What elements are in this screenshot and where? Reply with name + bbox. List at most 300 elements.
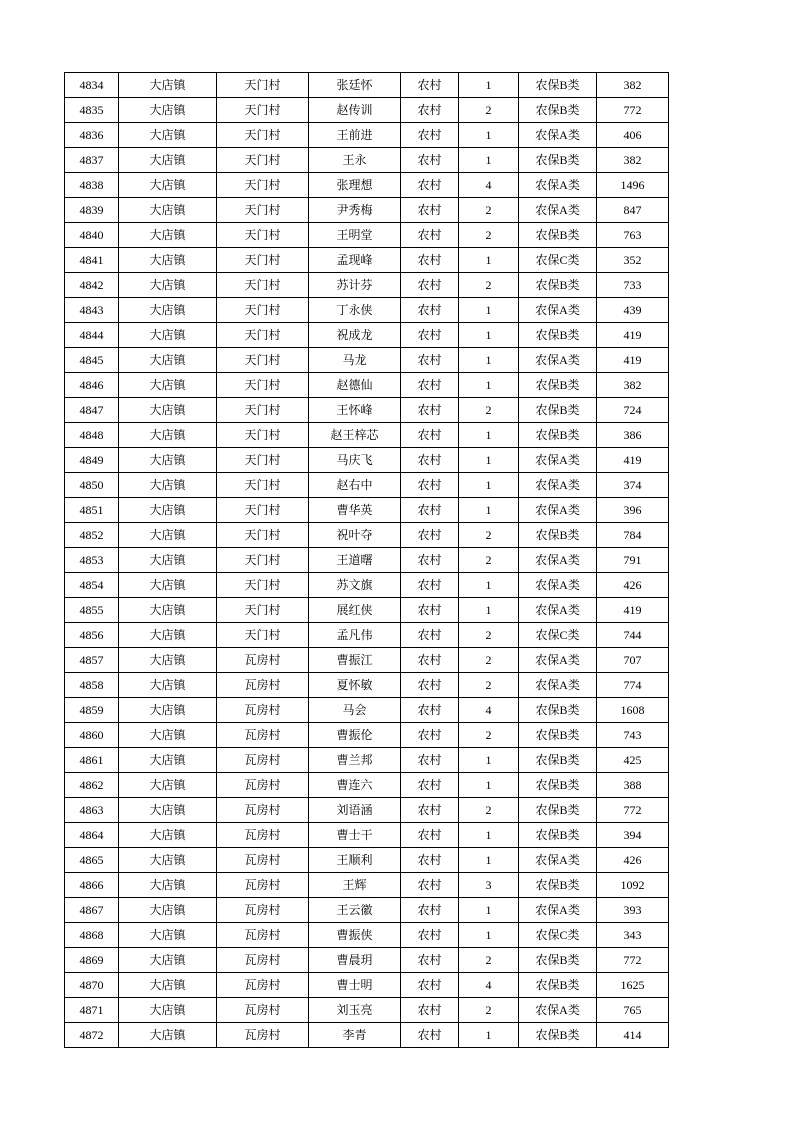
name-cell: 曹振伦: [309, 723, 401, 748]
insurance-category-cell: 农保B类: [519, 748, 597, 773]
village-cell: 天门村: [217, 98, 309, 123]
name-cell: 马龙: [309, 348, 401, 373]
insurance-category-cell: 农保B类: [519, 723, 597, 748]
amount-cell: 733: [597, 273, 669, 298]
table-row: [65, 373, 669, 398]
table-row: [65, 673, 669, 698]
village-cell: 天门村: [217, 598, 309, 623]
village-cell: 天门村: [217, 248, 309, 273]
amount-cell: 414: [597, 1023, 669, 1048]
insurance-category-cell: 农保B类: [519, 148, 597, 173]
serial-number-cell: 4868: [65, 923, 119, 948]
person-count-cell: 1: [459, 1023, 519, 1048]
table-row: [65, 448, 669, 473]
person-count-cell: 2: [459, 673, 519, 698]
village-cell: 天门村: [217, 623, 309, 648]
amount-cell: 439: [597, 298, 669, 323]
amount-cell: 772: [597, 98, 669, 123]
village-cell: 瓦房村: [217, 848, 309, 873]
person-count-cell: 2: [459, 648, 519, 673]
residence-type-cell: 农村: [401, 648, 459, 673]
residence-type-cell: 农村: [401, 1023, 459, 1048]
residence-type-cell: 农村: [401, 423, 459, 448]
town-cell: 大店镇: [119, 548, 217, 573]
village-cell: 瓦房村: [217, 923, 309, 948]
serial-number-cell: 4845: [65, 348, 119, 373]
serial-number-cell: 4869: [65, 948, 119, 973]
town-cell: 大店镇: [119, 448, 217, 473]
town-cell: 大店镇: [119, 323, 217, 348]
village-cell: 天门村: [217, 198, 309, 223]
table-row: [65, 873, 669, 898]
town-cell: 大店镇: [119, 598, 217, 623]
residence-type-cell: 农村: [401, 448, 459, 473]
insurance-category-cell: 农保B类: [519, 373, 597, 398]
amount-cell: 352: [597, 248, 669, 273]
person-count-cell: 2: [459, 198, 519, 223]
residence-type-cell: 农村: [401, 273, 459, 298]
serial-number-cell: 4860: [65, 723, 119, 748]
person-count-cell: 2: [459, 398, 519, 423]
insurance-category-cell: 农保B类: [519, 523, 597, 548]
person-count-cell: 2: [459, 948, 519, 973]
residence-type-cell: 农村: [401, 698, 459, 723]
insurance-category-cell: 农保C类: [519, 923, 597, 948]
town-cell: 大店镇: [119, 123, 217, 148]
residence-type-cell: 农村: [401, 473, 459, 498]
amount-cell: 388: [597, 773, 669, 798]
insurance-category-cell: 农保B类: [519, 1023, 597, 1048]
insurance-category-cell: 农保A类: [519, 848, 597, 873]
residence-type-cell: 农村: [401, 548, 459, 573]
amount-cell: 772: [597, 798, 669, 823]
village-cell: 天门村: [217, 573, 309, 598]
village-cell: 天门村: [217, 298, 309, 323]
town-cell: 大店镇: [119, 873, 217, 898]
residence-type-cell: 农村: [401, 198, 459, 223]
residence-type-cell: 农村: [401, 148, 459, 173]
amount-cell: 774: [597, 673, 669, 698]
table-row: [65, 798, 669, 823]
table-row: [65, 973, 669, 998]
serial-number-cell: 4834: [65, 73, 119, 98]
town-cell: 大店镇: [119, 73, 217, 98]
amount-cell: 763: [597, 223, 669, 248]
serial-number-cell: 4841: [65, 248, 119, 273]
table-row: [65, 723, 669, 748]
table-row: [65, 948, 669, 973]
person-count-cell: 1: [459, 598, 519, 623]
insurance-category-cell: 农保B类: [519, 773, 597, 798]
name-cell: 祝叶夺: [309, 523, 401, 548]
person-count-cell: 1: [459, 348, 519, 373]
amount-cell: 425: [597, 748, 669, 773]
insurance-category-cell: 农保A类: [519, 548, 597, 573]
village-cell: 瓦房村: [217, 673, 309, 698]
name-cell: 曹士干: [309, 823, 401, 848]
table-row: [65, 123, 669, 148]
town-cell: 大店镇: [119, 823, 217, 848]
residence-type-cell: 农村: [401, 573, 459, 598]
table-row: [65, 148, 669, 173]
village-cell: 天门村: [217, 473, 309, 498]
table-row: [65, 498, 669, 523]
serial-number-cell: 4870: [65, 973, 119, 998]
village-cell: 天门村: [217, 173, 309, 198]
town-cell: 大店镇: [119, 173, 217, 198]
table-row: [65, 423, 669, 448]
person-count-cell: 1: [459, 298, 519, 323]
residence-type-cell: 农村: [401, 673, 459, 698]
amount-cell: 394: [597, 823, 669, 848]
table-row: [65, 598, 669, 623]
name-cell: 曹振侠: [309, 923, 401, 948]
serial-number-cell: 4837: [65, 148, 119, 173]
residence-type-cell: 农村: [401, 373, 459, 398]
serial-number-cell: 4852: [65, 523, 119, 548]
serial-number-cell: 4866: [65, 873, 119, 898]
person-count-cell: 2: [459, 98, 519, 123]
village-cell: 天门村: [217, 448, 309, 473]
table-row: [65, 1023, 669, 1048]
serial-number-cell: 4863: [65, 798, 119, 823]
name-cell: 刘语涵: [309, 798, 401, 823]
amount-cell: 772: [597, 948, 669, 973]
village-cell: 天门村: [217, 373, 309, 398]
person-count-cell: 1: [459, 423, 519, 448]
village-cell: 瓦房村: [217, 873, 309, 898]
serial-number-cell: 4867: [65, 898, 119, 923]
table-row: [65, 848, 669, 873]
name-cell: 王顺利: [309, 848, 401, 873]
name-cell: 曹华英: [309, 498, 401, 523]
insurance-category-cell: 农保A类: [519, 348, 597, 373]
table-row: [65, 323, 669, 348]
amount-cell: 1625: [597, 973, 669, 998]
table-row: [65, 523, 669, 548]
residence-type-cell: 农村: [401, 798, 459, 823]
table-row: [65, 198, 669, 223]
table-row: [65, 473, 669, 498]
village-cell: 瓦房村: [217, 898, 309, 923]
person-count-cell: 2: [459, 523, 519, 548]
table-row: [65, 548, 669, 573]
name-cell: 马会: [309, 698, 401, 723]
name-cell: 王云徽: [309, 898, 401, 923]
serial-number-cell: 4839: [65, 198, 119, 223]
amount-cell: 419: [597, 348, 669, 373]
village-cell: 天门村: [217, 498, 309, 523]
serial-number-cell: 4851: [65, 498, 119, 523]
village-cell: 天门村: [217, 548, 309, 573]
town-cell: 大店镇: [119, 573, 217, 598]
village-cell: 天门村: [217, 73, 309, 98]
insurance-category-cell: 农保B类: [519, 398, 597, 423]
amount-cell: 374: [597, 473, 669, 498]
residence-type-cell: 农村: [401, 623, 459, 648]
village-cell: 瓦房村: [217, 998, 309, 1023]
serial-number-cell: 4850: [65, 473, 119, 498]
person-count-cell: 2: [459, 723, 519, 748]
amount-cell: 791: [597, 548, 669, 573]
amount-cell: 724: [597, 398, 669, 423]
person-count-cell: 1: [459, 573, 519, 598]
person-count-cell: 2: [459, 223, 519, 248]
person-count-cell: 1: [459, 823, 519, 848]
residence-type-cell: 农村: [401, 98, 459, 123]
amount-cell: 386: [597, 423, 669, 448]
residence-type-cell: 农村: [401, 123, 459, 148]
person-count-cell: 1: [459, 848, 519, 873]
town-cell: 大店镇: [119, 848, 217, 873]
village-cell: 天门村: [217, 223, 309, 248]
town-cell: 大店镇: [119, 223, 217, 248]
table-row: [65, 698, 669, 723]
serial-number-cell: 4842: [65, 273, 119, 298]
residence-type-cell: 农村: [401, 998, 459, 1023]
town-cell: 大店镇: [119, 798, 217, 823]
person-count-cell: 1: [459, 898, 519, 923]
name-cell: 孟凡伟: [309, 623, 401, 648]
insurance-category-cell: 农保B类: [519, 223, 597, 248]
residence-type-cell: 农村: [401, 323, 459, 348]
serial-number-cell: 4843: [65, 298, 119, 323]
residence-type-cell: 农村: [401, 248, 459, 273]
town-cell: 大店镇: [119, 523, 217, 548]
town-cell: 大店镇: [119, 148, 217, 173]
residence-type-cell: 农村: [401, 298, 459, 323]
village-cell: 天门村: [217, 398, 309, 423]
table-row: [65, 73, 669, 98]
insurance-category-cell: 农保C类: [519, 248, 597, 273]
insurance-category-cell: 农保B类: [519, 798, 597, 823]
amount-cell: 382: [597, 373, 669, 398]
village-cell: 瓦房村: [217, 948, 309, 973]
town-cell: 大店镇: [119, 348, 217, 373]
name-cell: 苏计芬: [309, 273, 401, 298]
amount-cell: 847: [597, 198, 669, 223]
serial-number-cell: 4872: [65, 1023, 119, 1048]
insurance-category-cell: 农保A类: [519, 648, 597, 673]
person-count-cell: 1: [459, 498, 519, 523]
name-cell: 王怀峰: [309, 398, 401, 423]
person-count-cell: 2: [459, 998, 519, 1023]
name-cell: 王辉: [309, 873, 401, 898]
person-count-cell: 1: [459, 473, 519, 498]
residence-type-cell: 农村: [401, 598, 459, 623]
name-cell: 赵德仙: [309, 373, 401, 398]
name-cell: 王明堂: [309, 223, 401, 248]
insurance-category-cell: 农保A类: [519, 123, 597, 148]
insurance-category-cell: 农保B类: [519, 698, 597, 723]
serial-number-cell: 4871: [65, 998, 119, 1023]
name-cell: 李青: [309, 1023, 401, 1048]
town-cell: 大店镇: [119, 248, 217, 273]
town-cell: 大店镇: [119, 473, 217, 498]
insurance-category-cell: 农保A类: [519, 298, 597, 323]
village-cell: 瓦房村: [217, 748, 309, 773]
residence-type-cell: 农村: [401, 223, 459, 248]
insurance-category-cell: 农保B类: [519, 948, 597, 973]
insurance-category-cell: 农保B类: [519, 973, 597, 998]
residence-type-cell: 农村: [401, 523, 459, 548]
table-row: [65, 273, 669, 298]
person-count-cell: 4: [459, 173, 519, 198]
table-row: [65, 98, 669, 123]
name-cell: 王道曙: [309, 548, 401, 573]
serial-number-cell: 4855: [65, 598, 119, 623]
table-row: [65, 573, 669, 598]
amount-cell: 419: [597, 323, 669, 348]
residence-type-cell: 农村: [401, 923, 459, 948]
residence-type-cell: 农村: [401, 948, 459, 973]
town-cell: 大店镇: [119, 648, 217, 673]
town-cell: 大店镇: [119, 923, 217, 948]
residence-type-cell: 农村: [401, 173, 459, 198]
serial-number-cell: 4859: [65, 698, 119, 723]
table-row: [65, 223, 669, 248]
person-count-cell: 1: [459, 773, 519, 798]
serial-number-cell: 4848: [65, 423, 119, 448]
name-cell: 张廷怀: [309, 73, 401, 98]
town-cell: 大店镇: [119, 673, 217, 698]
name-cell: 丁永侠: [309, 298, 401, 323]
town-cell: 大店镇: [119, 948, 217, 973]
name-cell: 赵传训: [309, 98, 401, 123]
town-cell: 大店镇: [119, 498, 217, 523]
insurance-category-cell: 农保B类: [519, 423, 597, 448]
village-cell: 瓦房村: [217, 973, 309, 998]
village-cell: 瓦房村: [217, 823, 309, 848]
residence-type-cell: 农村: [401, 748, 459, 773]
amount-cell: 1496: [597, 173, 669, 198]
person-count-cell: 1: [459, 123, 519, 148]
residence-type-cell: 农村: [401, 723, 459, 748]
amount-cell: 393: [597, 898, 669, 923]
name-cell: 曹连六: [309, 773, 401, 798]
serial-number-cell: 4840: [65, 223, 119, 248]
serial-number-cell: 4862: [65, 773, 119, 798]
name-cell: 展红侠: [309, 598, 401, 623]
person-count-cell: 1: [459, 373, 519, 398]
town-cell: 大店镇: [119, 698, 217, 723]
village-cell: 瓦房村: [217, 798, 309, 823]
village-cell: 天门村: [217, 523, 309, 548]
residence-type-cell: 农村: [401, 348, 459, 373]
serial-number-cell: 4864: [65, 823, 119, 848]
residence-type-cell: 农村: [401, 873, 459, 898]
serial-number-cell: 4853: [65, 548, 119, 573]
residence-type-cell: 农村: [401, 898, 459, 923]
town-cell: 大店镇: [119, 373, 217, 398]
residence-type-cell: 农村: [401, 848, 459, 873]
serial-number-cell: 4835: [65, 98, 119, 123]
serial-number-cell: 4856: [65, 623, 119, 648]
insurance-category-cell: 农保A类: [519, 448, 597, 473]
insurance-category-cell: 农保A类: [519, 473, 597, 498]
town-cell: 大店镇: [119, 298, 217, 323]
name-cell: 赵右中: [309, 473, 401, 498]
person-count-cell: 2: [459, 798, 519, 823]
insurance-category-cell: 农保A类: [519, 998, 597, 1023]
person-count-cell: 2: [459, 548, 519, 573]
person-count-cell: 1: [459, 73, 519, 98]
insurance-category-cell: 农保A类: [519, 198, 597, 223]
residence-type-cell: 农村: [401, 73, 459, 98]
table-row: [65, 248, 669, 273]
serial-number-cell: 4849: [65, 448, 119, 473]
name-cell: 王前进: [309, 123, 401, 148]
insurance-category-cell: 农保B类: [519, 73, 597, 98]
serial-number-cell: 4854: [65, 573, 119, 598]
table-row: [65, 298, 669, 323]
village-cell: 天门村: [217, 123, 309, 148]
village-cell: 瓦房村: [217, 698, 309, 723]
village-cell: 天门村: [217, 423, 309, 448]
town-cell: 大店镇: [119, 423, 217, 448]
town-cell: 大店镇: [119, 198, 217, 223]
table-row: [65, 648, 669, 673]
town-cell: 大店镇: [119, 623, 217, 648]
name-cell: 曹士明: [309, 973, 401, 998]
person-count-cell: 4: [459, 698, 519, 723]
village-cell: 天门村: [217, 348, 309, 373]
person-count-cell: 1: [459, 923, 519, 948]
insurance-category-cell: 农保A类: [519, 173, 597, 198]
serial-number-cell: 4846: [65, 373, 119, 398]
name-cell: 夏怀敏: [309, 673, 401, 698]
amount-cell: 743: [597, 723, 669, 748]
name-cell: 王永: [309, 148, 401, 173]
town-cell: 大店镇: [119, 898, 217, 923]
person-count-cell: 2: [459, 273, 519, 298]
insurance-category-cell: 农保A类: [519, 898, 597, 923]
person-count-cell: 2: [459, 623, 519, 648]
amount-cell: 426: [597, 573, 669, 598]
town-cell: 大店镇: [119, 773, 217, 798]
serial-number-cell: 4838: [65, 173, 119, 198]
residence-type-cell: 农村: [401, 973, 459, 998]
amount-cell: 396: [597, 498, 669, 523]
name-cell: 曹兰邦: [309, 748, 401, 773]
table-row: [65, 923, 669, 948]
village-cell: 天门村: [217, 273, 309, 298]
insurance-category-cell: 农保B类: [519, 98, 597, 123]
insurance-category-cell: 农保C类: [519, 623, 597, 648]
person-count-cell: 4: [459, 973, 519, 998]
amount-cell: 382: [597, 148, 669, 173]
town-cell: 大店镇: [119, 398, 217, 423]
amount-cell: 765: [597, 998, 669, 1023]
name-cell: 曹振江: [309, 648, 401, 673]
serial-number-cell: 4865: [65, 848, 119, 873]
village-cell: 瓦房村: [217, 723, 309, 748]
serial-number-cell: 4844: [65, 323, 119, 348]
name-cell: 苏文旗: [309, 573, 401, 598]
town-cell: 大店镇: [119, 1023, 217, 1048]
town-cell: 大店镇: [119, 748, 217, 773]
serial-number-cell: 4857: [65, 648, 119, 673]
serial-number-cell: 4847: [65, 398, 119, 423]
town-cell: 大店镇: [119, 98, 217, 123]
residence-type-cell: 农村: [401, 498, 459, 523]
town-cell: 大店镇: [119, 273, 217, 298]
serial-number-cell: 4861: [65, 748, 119, 773]
name-cell: 孟现峰: [309, 248, 401, 273]
residence-type-cell: 农村: [401, 398, 459, 423]
table-row: [65, 173, 669, 198]
name-cell: 曹晨玥: [309, 948, 401, 973]
